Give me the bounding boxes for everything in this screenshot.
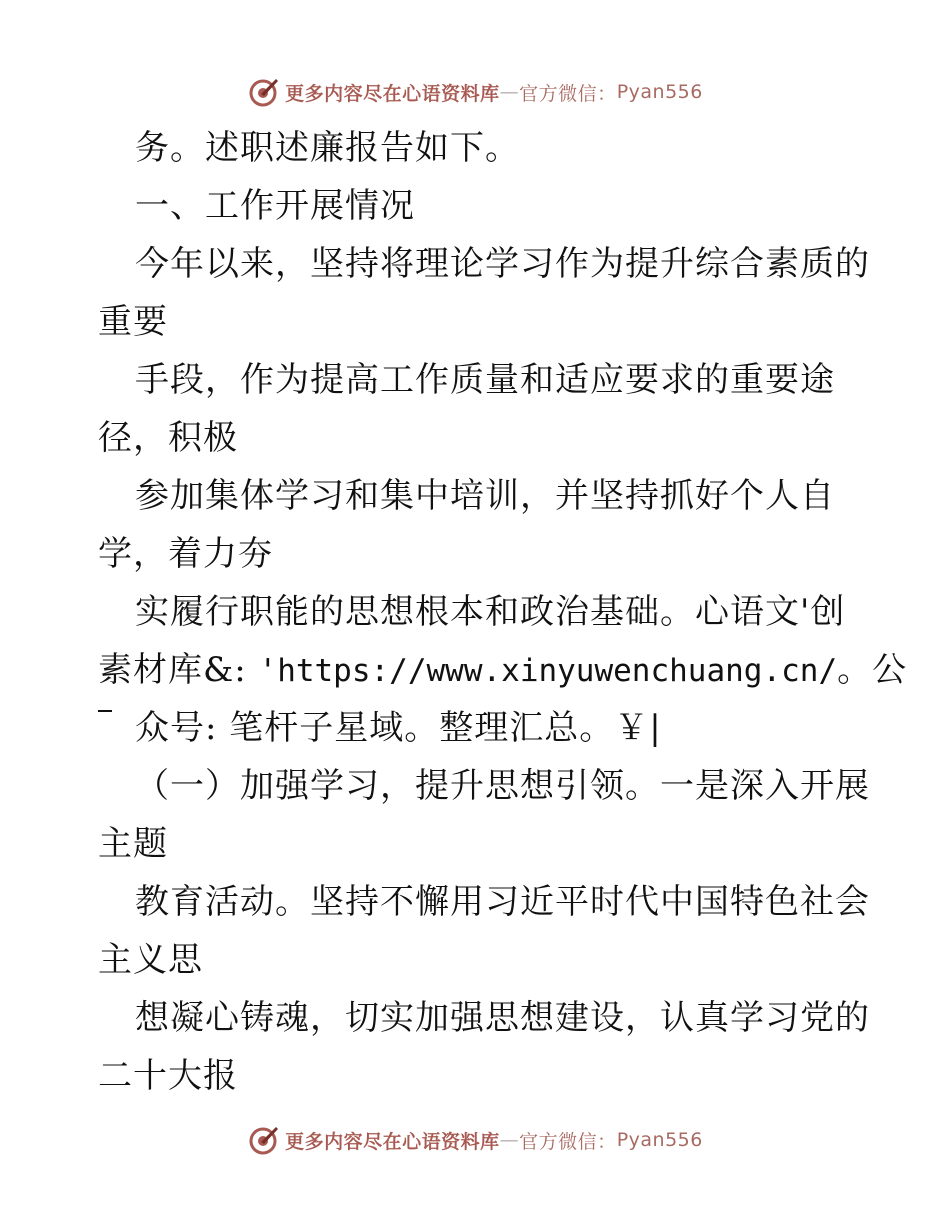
text-line: 今年以来，坚持将理论学习作为提升综合素质的 bbox=[135, 244, 870, 284]
text-fragment: 。公 bbox=[837, 650, 908, 690]
watermark-separator: — bbox=[499, 1129, 520, 1151]
watermark-wechat-id: Pyan556 bbox=[616, 81, 703, 103]
text-fragment: 素材库&: bbox=[98, 650, 259, 690]
text-line: 主题 bbox=[98, 824, 168, 864]
quill-logo-icon bbox=[247, 1124, 279, 1156]
text-line: 想凝心铸魂，切实加强思想建设，认真学习党的 bbox=[135, 998, 870, 1038]
text-line: 学，着力夯 bbox=[98, 534, 273, 574]
text-line: 参加集体学习和集中培训，并坚持抓好个人自 bbox=[135, 476, 835, 516]
quill-logo-icon bbox=[247, 76, 279, 108]
text-line: 教育活动。坚持不懈用习近平时代中国特色社会 bbox=[135, 882, 870, 922]
text-line: 务。述职述廉报告如下。 bbox=[135, 128, 520, 168]
section-heading: 一、工作开展情况 bbox=[135, 186, 415, 226]
text-line: 二十大报 bbox=[98, 1056, 238, 1096]
watermark-site-text: 更多内容尽在心语资料库 bbox=[285, 1130, 500, 1153]
text-line: 众号: 笔杆子星域。整理汇总。￥| bbox=[135, 708, 662, 748]
subsection-heading: （一）加强学习，提升思想引领。一是深入开展 bbox=[135, 766, 870, 806]
text-line: 实履行职能的思想根本和政治基础。心语文'创 bbox=[135, 592, 846, 632]
text-line bbox=[98, 650, 907, 691]
watermark-banner-top bbox=[0, 72, 950, 112]
watermark-site-text: 更多内容尽在心语资料库 bbox=[285, 82, 500, 105]
watermark-banner-bottom bbox=[0, 1120, 950, 1160]
watermark-wechat-id: Pyan556 bbox=[616, 1129, 703, 1151]
text-line: 主义思 bbox=[98, 940, 203, 980]
url-text: 'https://www.xinyuwenchuang.cn/ bbox=[258, 653, 838, 689]
stray-mark bbox=[98, 710, 112, 712]
text-line: 径，积极 bbox=[98, 418, 238, 458]
watermark-wechat-label: 官方微信： bbox=[519, 1130, 617, 1153]
watermark-wechat-label: 官方微信： bbox=[519, 82, 617, 105]
text-line: 手段，作为提高工作质量和适应要求的重要途 bbox=[135, 360, 835, 400]
watermark-separator: — bbox=[499, 81, 520, 103]
text-line: 重要 bbox=[98, 302, 168, 342]
